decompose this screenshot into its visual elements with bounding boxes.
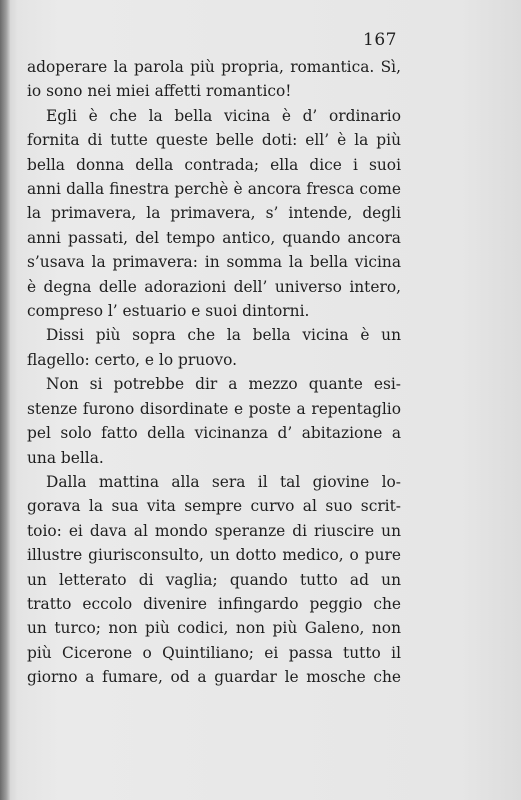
text-line: s’usava la primavera: in somma la bella vicina [27, 253, 401, 272]
text-line: un turco; non più codici, non più Galeno, non [27, 619, 401, 638]
text-line: bella donna della contrada; ella dice i suoi [27, 155, 401, 174]
text-line: è degna delle adorazioni dell’ universo intero, [27, 277, 401, 296]
text-line: una bella. [27, 448, 104, 467]
book-spine-shadow [0, 0, 10, 800]
text-line: io sono nei miei affetti romantico! [27, 82, 292, 101]
text-line: pel solo fatto della vicinanza d’ abitazione a [27, 424, 401, 443]
text-line: la primavera, la primavera, s’ intende, degli [27, 204, 401, 223]
text-line: compreso l’ estuario e suoi dintorni. [27, 302, 310, 321]
text-line: anni dalla finestra perchè è ancora fresca come [27, 180, 401, 199]
page-number: 167 [363, 30, 397, 50]
text-line: adoperare la parola più propria, romantica. Sì, [27, 58, 401, 76]
text-line: anni passati, del tempo antico, quando ancora [27, 228, 401, 247]
text-line: Dalla mattina alla sera il tal giovine lo- [46, 472, 401, 491]
page-text-body [27, 55, 401, 690]
text-line: tratto eccolo divenire infingardo peggio che [27, 594, 401, 613]
text-line: giorno a fumare, od a guardar le mosche che [27, 668, 401, 687]
text-line: più Cicerone o Quintiliano; ei passa tutto il [27, 643, 401, 662]
text-line: stenze furono disordinate e poste a repentaglio [27, 399, 401, 418]
text-line: flagello: certo, e lo pruovo. [27, 350, 237, 369]
text-line: Dissi più sopra che la bella vicina è un [46, 326, 401, 345]
text-line: illustre giurisconsulto, un dotto medico, o pure [27, 546, 401, 565]
text-line: un letterato di vaglia; quando tutto ad un [27, 570, 401, 589]
text-line: Egli è che la bella vicina è d’ ordinario [46, 106, 401, 125]
text-line: toio: ei dava al mondo speranze di riuscire un [27, 521, 401, 540]
text-line: fornita di tutte queste belle doti: ell’ è la più [27, 131, 401, 150]
text-line: Non si potrebbe dir a mezzo quante esi- [46, 375, 401, 394]
text-line: gorava la sua vita sempre curvo al suo scrit- [27, 497, 401, 516]
